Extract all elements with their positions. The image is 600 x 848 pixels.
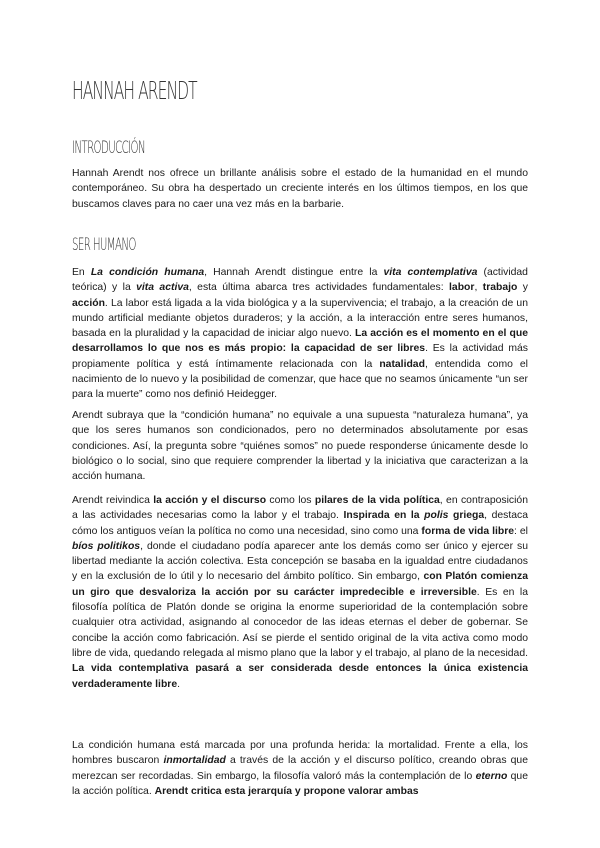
text-run: (actividad teórica) y la	[72, 267, 528, 294]
text-run: La condición humana está marcada por una profunda herida: la mortalidad. Frente a ella, los hombres buscaron	[72, 740, 528, 767]
text-run: a través de la acción y el discurso político, creando obras que merezcan ser recordadas. Sin embargo, la filosofía valoró más la contemplación de lo	[72, 755, 528, 782]
emphasis-text: griega	[452, 510, 485, 522]
paragraph	[72, 166, 528, 212]
emphasis-text: La acción es el momento en el que desarrollamos lo que nos es más propio: la capacidad de ser libres	[72, 328, 529, 355]
document-title: HANNAH ARENDT	[72, 76, 197, 105]
paragraph	[72, 265, 528, 403]
emphasis-text: vita activa	[136, 282, 189, 294]
emphasis-text: Inspirada en la	[343, 510, 425, 522]
text-run: , esta última abarca tres actividades fundamentales:	[188, 282, 450, 294]
emphasis-text: eterno	[475, 770, 508, 782]
emphasis-text: bíos politikos	[72, 540, 141, 552]
paragraph	[72, 408, 528, 484]
text-run: , destaca cómo los antiguos veían la política no como una necesidad, sino como una	[72, 510, 529, 537]
text-run: , en contraposición a las actividades necesarias como la labor y el trabajo.	[72, 495, 528, 522]
text-run: Arendt subraya que la “condición humana” no equivale a una supuesta “naturaleza humana”, ya que los seres humanos son condicionados, pero no determinados absolutamente por esas condiciones. Así, la pregunta sobre “quiénes somos” no puede responderse únicamente desde lo biológico o lo social, sino que requiere comprender la libertad y la iniciativa que caracterizan a la acción humana.	[72, 410, 528, 483]
text-run: En	[72, 267, 91, 278]
paragraph	[72, 738, 528, 799]
emphasis-text: inmortalidad	[163, 755, 226, 767]
text-run: : el	[514, 525, 528, 537]
text-run: , donde el ciudadano podía aparecer ante los demás como ser único y ejercer su libertad mediante la acción colectiva. Esta concepción se basaba en la igualdad entre ciudadanos y en la exclusión de lo útil y lo necesario del ámbito político. Sin embargo,	[72, 540, 529, 583]
emphasis-text: pilares de la vida política	[314, 495, 440, 506]
text-run: . Es la actividad más propiamente política y está íntimamente relacionada con la	[72, 343, 528, 370]
emphasis-text: labor	[449, 282, 475, 294]
text-run: y	[517, 282, 528, 294]
text-run: Hannah Arendt nos ofrece un brillante análisis sobre el estado de la humanidad en el mundo contemporáneo. Su obra ha despertado un creciente interés en los últimos tiempos, en los que buscamos claves para no caer una vez más en la barbarie.	[72, 168, 528, 210]
text-run: ,	[474, 282, 483, 294]
text-run: , Hannah Arendt distingue entre la	[204, 267, 384, 278]
emphasis-text: la acción y el discurso	[153, 495, 267, 506]
emphasis-text: Arendt critica esta jerarquía y propone valorar ambas	[154, 785, 419, 797]
emphasis-text: acción	[72, 297, 105, 309]
text-run: . La labor está ligada a la vida biológica y a la supervivencia; el trabajo, a la creación de un mundo artificial mediante objetos duraderos; y la acción, a la interacción entre seres humanos, basada en la pluralidad y la capacidad de iniciar algo nuevo.	[72, 297, 528, 340]
section-heading-introduccion: INTRODUCCIÓN	[72, 138, 146, 158]
text-run: que la acción política.	[72, 770, 528, 797]
emphasis-text: La condición humana	[90, 267, 205, 278]
text-run: .	[177, 678, 180, 690]
emphasis-text: natalidad	[379, 358, 425, 370]
section-heading-ser-humano: SER HUMANO	[72, 235, 136, 255]
emphasis-text: vita contemplativa	[383, 267, 478, 278]
paragraph	[72, 493, 528, 692]
emphasis-text: trabajo	[482, 282, 518, 294]
text-run: . Es en la filosofía política de Platón donde se origina la enorme superioridad de la contemplación sobre cualquier otra actividad, asignando al conocedor de las ideas eternas el deber de gobernar. Se concibe la acción como fabricación. Así se pierde el sentido original de la vita activa como modo libre de vida, quedando relegada al mismo plano que la labor y el trabajo, al plano de la necesidad.	[72, 586, 528, 659]
text-run: , entendida como el nacimiento de lo nuevo y la posibilidad de comenzar, que hace que no seamos únicamente “un ser para la muerte” como nos definió Heidegger.	[72, 358, 528, 401]
text-run: Arendt reivindica	[72, 495, 154, 506]
emphasis-text: La vida contemplativa pasará a ser considerada desde entonces la única existencia verdaderamente libre	[72, 663, 528, 690]
emphasis-text: con Platón comienza un giro que desvaloriza la acción por su carácter impredecible e irreversible	[72, 571, 528, 598]
emphasis-text: forma de vida libre	[421, 525, 515, 537]
emphasis-text: polis	[424, 510, 449, 522]
text-run: como los	[266, 495, 315, 506]
